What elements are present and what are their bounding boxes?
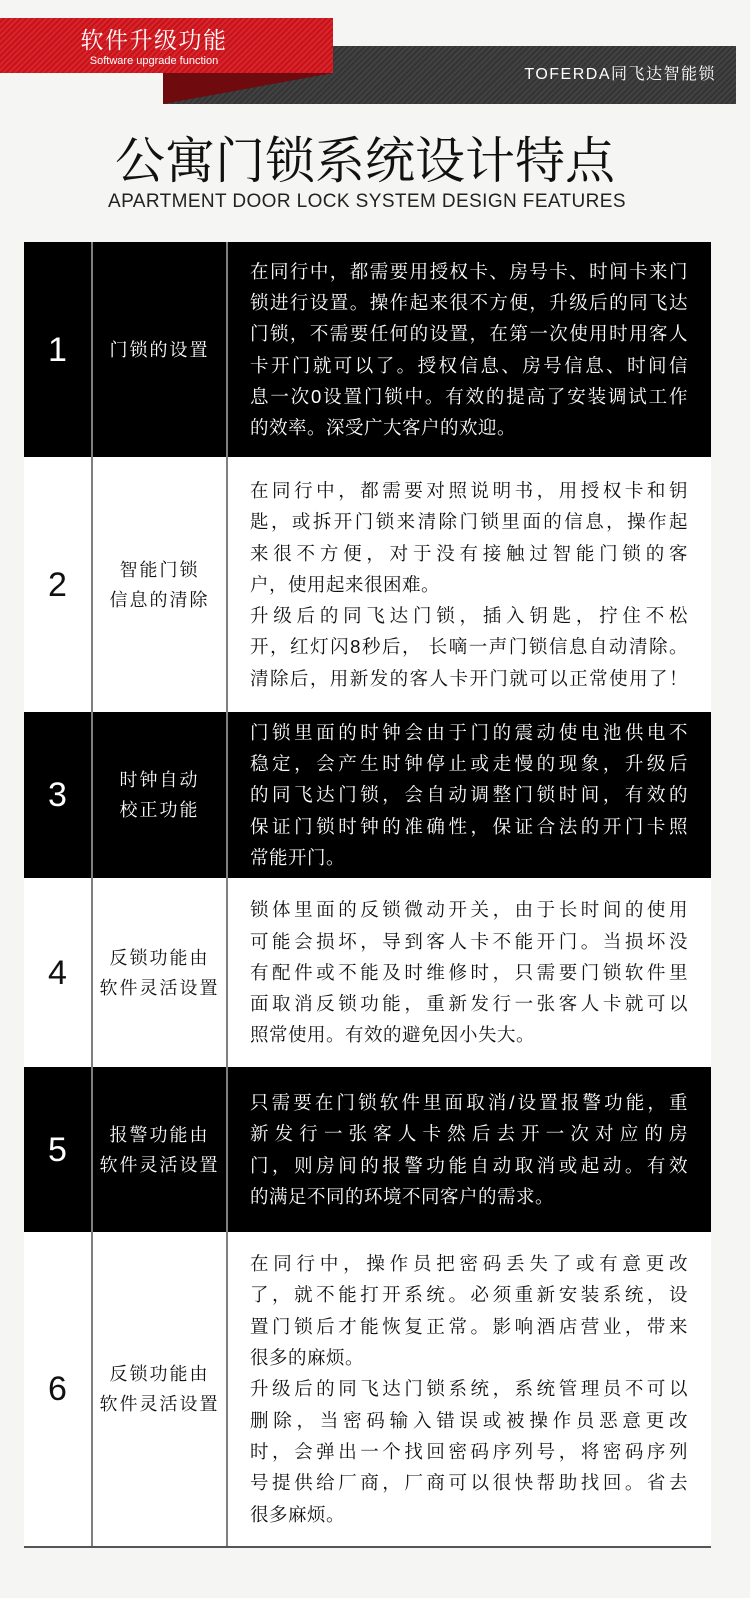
description-line: 时，会弹出一个找回密码序列号，将密码序列 [250, 1440, 688, 1462]
description-line: 稳定，会产生时钟停止或走慢的现象，升级后 [250, 753, 688, 775]
feature-label-line: 反锁功能由 [109, 947, 210, 968]
description-line: 置门锁后才能恢复正常。影响酒店营业，带来 [250, 1315, 688, 1337]
feature-label-line: 门锁的设置 [109, 339, 210, 360]
feature-row [24, 712, 711, 878]
feature-label-line: 信息的清除 [109, 589, 210, 610]
description-line: 新发行一张客人卡然后去开一次对应的房 [250, 1123, 688, 1145]
description-line: 开，红灯闪8秒后， 长嘀一声门锁信息自动清除。 [250, 636, 688, 658]
feature-description [226, 242, 711, 457]
feature-row [24, 1232, 711, 1546]
description-line: 了，就不能打开系统。必须重新安装系统，设 [250, 1284, 688, 1306]
section-banner [0, 18, 333, 73]
description-line: 保证门锁时钟的准确性，保证合法的开门卡照 [250, 815, 688, 837]
description-line: 门，则房间的报警功能自动取消或起动。有效 [250, 1154, 688, 1176]
description-line: 匙，或拆开门锁来清除门锁里面的信息，操作起 [250, 511, 688, 533]
feature-table [24, 242, 711, 1548]
feature-number: 5 [48, 1130, 67, 1169]
feature-label-line: 校正功能 [119, 800, 200, 820]
feature-row [24, 242, 711, 457]
feature-label [91, 1232, 226, 1546]
feature-label [91, 1067, 226, 1232]
feature-label-line: 智能门锁 [119, 559, 200, 580]
description-line: 息一次0设置门锁中。有效的提高了安装调试工作 [250, 385, 688, 407]
description-line: 照常使用。有效的避免因小失大。 [250, 1024, 536, 1046]
description-line: 来很不方便，对于没有接触过智能门锁的客 [250, 542, 688, 564]
feature-description [226, 712, 711, 878]
banner-subtitle: Software upgrade function [89, 55, 219, 67]
feature-label [91, 712, 226, 878]
feature-description [226, 1067, 711, 1232]
description-line: 面取消反锁功能，重新发行一张客人卡就可以 [250, 993, 688, 1015]
feature-label [91, 457, 226, 712]
feature-number: 6 [48, 1370, 67, 1408]
feature-row [24, 1067, 711, 1232]
description-line: 只需要在门锁软件里面取消/设置报警功能，重 [250, 1091, 688, 1113]
brand-name: TOFERDA同飞达智能锁 [524, 66, 716, 83]
description-line: 在同行中，都需要对照说明书，用授权卡和钥 [250, 479, 688, 501]
feature-label-line: 软件灵活设置 [99, 1394, 220, 1414]
description-line: 锁体里面的反锁微动开关，由于长时间的使用 [250, 899, 688, 921]
description-line: 升级后的同飞达门锁系统，系统管理员不可以 [250, 1378, 688, 1400]
description-line: 的同飞达门锁，会自动调整门锁时间，有效的 [250, 784, 688, 806]
feature-row [24, 457, 711, 712]
description-line: 删除，当密码输入错误或被操作员恶意更改 [250, 1409, 688, 1431]
feature-number: 2 [48, 565, 67, 604]
feature-label-line: 反锁功能由 [109, 1364, 210, 1384]
feature-label [91, 242, 226, 457]
feature-label [91, 878, 226, 1067]
description-line: 的满足不同的环境不同客户的需求。 [250, 1185, 555, 1207]
feature-number: 1 [48, 330, 67, 369]
feature-description [226, 1232, 711, 1546]
description-line: 升级后的同飞达门锁，插入钥匙，拧住不松 [250, 605, 688, 627]
banner-title: 软件升级功能 [80, 27, 228, 53]
feature-label-line: 软件灵活设置 [99, 977, 220, 998]
feature-number: 4 [48, 953, 67, 992]
description-line: 清除后，用新发的客人卡开门就可以正常使用了！ [250, 667, 688, 689]
description-line: 常能开门。 [250, 846, 346, 868]
description-line: 门锁里面的时钟会由于门的震动使电池供电不 [250, 721, 688, 743]
description-line: 很多的麻烦。 [250, 1347, 365, 1369]
feature-number: 3 [48, 776, 67, 814]
description-line: 可能会损坏，导到客人卡不能开门。当损坏没 [250, 930, 688, 952]
page-subtitle: APARTMENT DOOR LOCK SYSTEM DESIGN FEATURES [108, 191, 626, 212]
feature-description [226, 457, 711, 712]
description-line: 门锁，不需要任何的设置，在第一次使用时用客人 [250, 323, 688, 345]
description-line: 在同行中，都需要用授权卡、房号卡、时间卡来门 [250, 260, 688, 282]
feature-label-line: 报警功能由 [109, 1124, 210, 1145]
feature-label-line: 时钟自动 [119, 770, 200, 790]
description-line: 很多麻烦。 [250, 1503, 346, 1525]
description-line: 卡开门就可以了。授权信息、房号信息、时间信 [250, 354, 688, 376]
page-title: 公寓门锁系统设计特点 [115, 133, 615, 189]
feature-row [24, 878, 711, 1067]
description-line: 的效率。深受广大客户的欢迎。 [250, 417, 517, 439]
description-line: 锁进行设置。操作起来很不方便，升级后的同飞达 [250, 291, 688, 313]
feature-label-line: 软件灵活设置 [99, 1154, 220, 1175]
description-line: 有配件或不能及时维修时，只需要门锁软件里 [250, 961, 688, 983]
description-line: 户，使用起来很困难。 [250, 573, 441, 595]
feature-description [226, 878, 711, 1067]
description-line: 号提供给厂商，厂商可以很快帮助找回。省去 [250, 1472, 688, 1494]
description-line: 在同行中，操作员把密码丢失了或有意更改 [250, 1253, 688, 1275]
